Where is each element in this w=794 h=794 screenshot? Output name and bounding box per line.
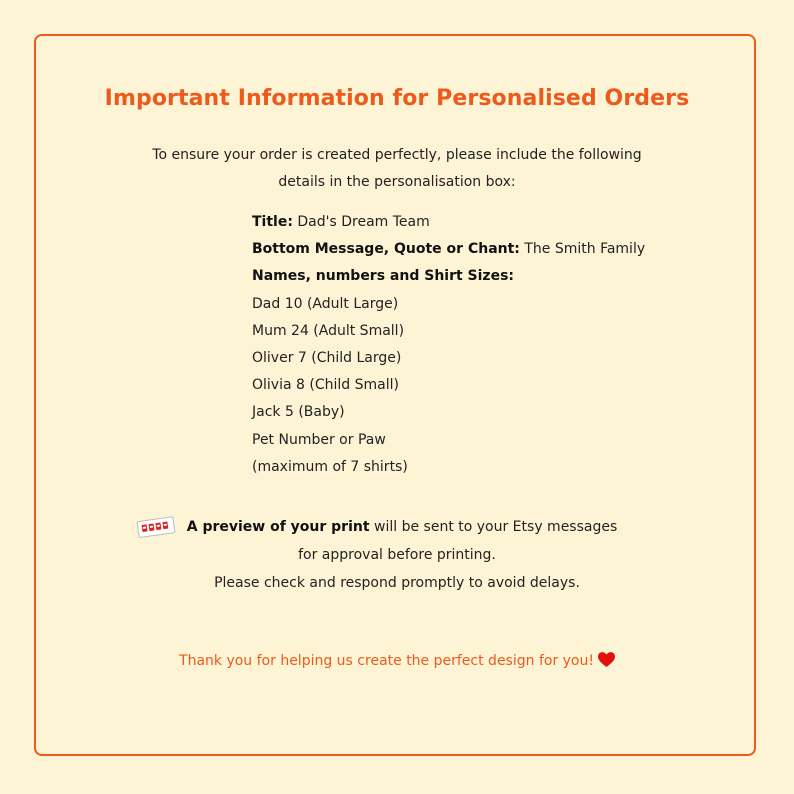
preview-notice (0, 513, 794, 597)
personalisation-details (252, 209, 645, 481)
preview-line-1-rest: will be sent to your Etsy messages (369, 519, 618, 535)
entry-item: (maximum of 7 shirts) (252, 458, 408, 475)
preview-label: A preview of your print (186, 519, 370, 535)
bottom-message-label: Bottom Message, Quote or Chant: (252, 241, 520, 258)
names-label: Names, numbers and Shirt Sizes: (252, 268, 515, 285)
entry-item: Jack 5 (Baby) (252, 404, 345, 421)
entry-item: Oliver 7 (Child Large) (252, 350, 402, 367)
bottom-message-value: The Smith Family (519, 241, 646, 258)
names-row (252, 263, 645, 290)
intro-line-2: details in the personalisation box: (278, 174, 516, 190)
preview-line-1 (0, 513, 794, 541)
entry-item: Pet Number or Paw (252, 431, 386, 448)
preview-line-3: Please check and respond promptly to avoid delays. (214, 575, 580, 591)
thank-you-text: Thank you for helping us create the perfect design for you! (179, 653, 594, 669)
page-title: Important Information for Personalised Orders (104, 86, 690, 111)
entry-item: Mum 24 (Adult Small) (252, 322, 405, 339)
entry-item: Olivia 8 (Child Small) (252, 377, 399, 394)
intro-line-1: To ensure your order is created perfectly, please include the following (152, 147, 642, 163)
heart-icon (598, 652, 615, 667)
title-value: Dad's Dream Team (292, 214, 430, 230)
intro-text (0, 142, 794, 196)
preview-line-2: for approval before printing. (298, 547, 496, 563)
bottom-message-row (252, 236, 645, 263)
thank-you-message (0, 652, 794, 669)
title-label: Title: (252, 214, 293, 230)
entry-item: Dad 10 (Adult Large) (252, 295, 399, 312)
title-row (252, 209, 645, 236)
